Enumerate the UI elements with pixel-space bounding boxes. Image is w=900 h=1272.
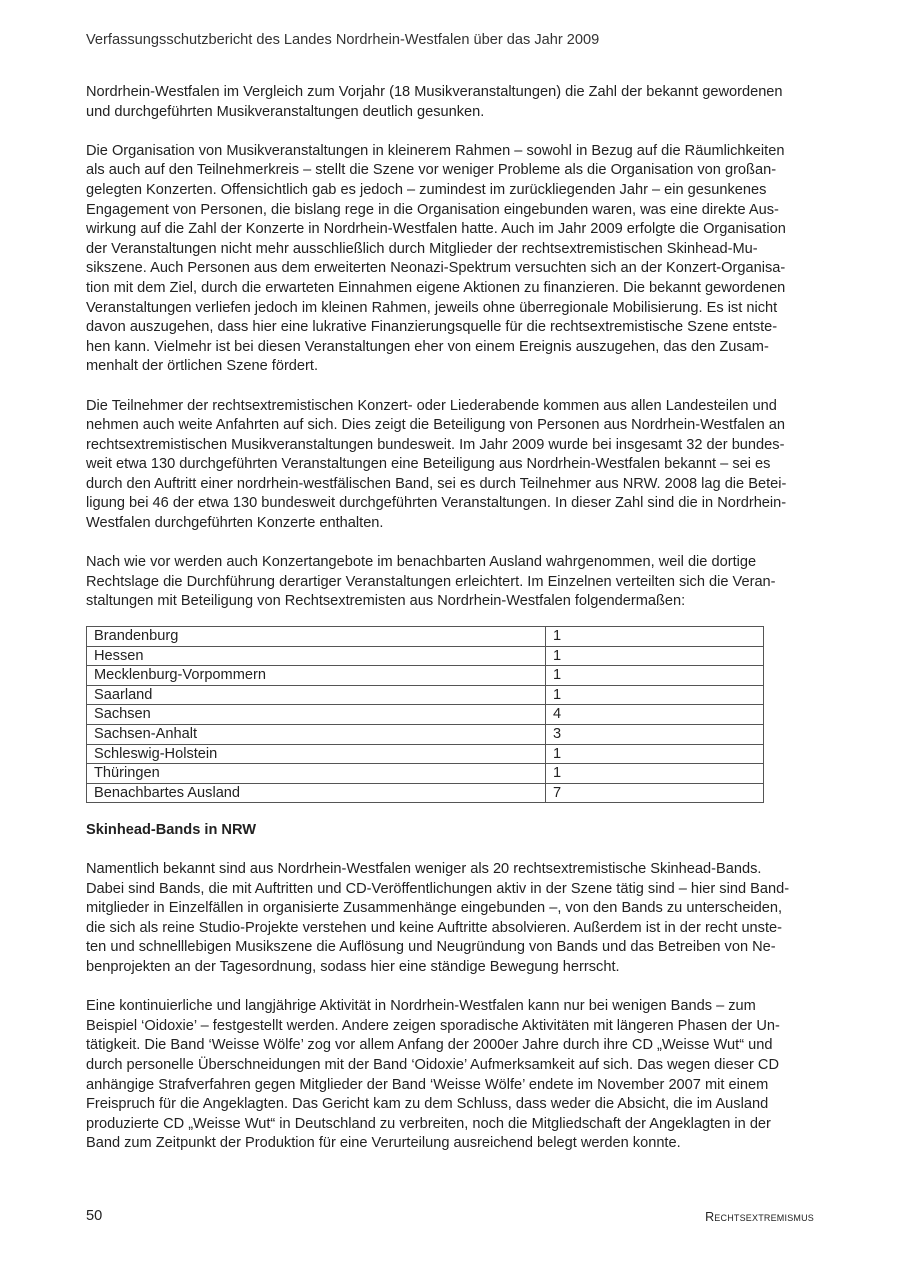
paragraph: Die Organisation von Musikveranstaltungen in kleinerem Rahmen – sowohl in Bezug auf die Räumlichkeiten als auch auf den Teilnehmerkreis – stellt die Szene vor weniger Probleme als die Organisation von großan- gelegten Konzerten. Offensichtlich gab es jedoch – zumindest im zurückliegenden Jahr – ein gesunkenes Engagement von Personen, die bislang rege in die Organisation eingebunden waren, was eine direkte Aus- wirkung auf die Zahl der Konzerte in Nordrhein-Westfalen hatte. Auch im Jahr 2009 erfolgte die Organisation der Veranstaltungen nicht mehr ausschließlich durch Mitglieder der rechtsextremistischen Skinhead-Mu- sikszene. Auch Personen aus dem erweiterten Neonazi-Spektrum versuchten sich an der Konzert-Organisa- tion mit dem Ziel, durch die erwarteten Einnahmen eigene Aktionen zu finanzieren. Die bekannt gewordenen Veranstaltungen verliefen jedoch im kleinen Rahmen, jeweils ohne überregionale Mobilisierung. Es ist nicht davon auszugehen, dass hier eine lukrative Finanzierungsquelle für die rechtsextremistische Szene entste- hen kann. Vielmehr ist bei diesen Veranstaltungen eher von einem Ereignis auszugehen, das den Zusam- menhalt der örtlichen Szene fördert. [86, 142, 786, 375]
count-cell: 1 [546, 646, 764, 666]
count-cell: 7 [546, 783, 764, 803]
table-row [87, 627, 764, 647]
table-row [87, 666, 764, 686]
count-cell: 4 [546, 705, 764, 725]
state-cell: Hessen [87, 646, 546, 666]
paragraph: Namentlich bekannt sind aus Nordrhein-Westfalen weniger als 20 rechtsextremistische Skinhead-Bands. Dabei sind Bands, die mit Auftritten und CD-Veröffentlichungen aktiv in der Szene tätig sind – hier sind Band- mitglieder in Einzelfällen in organisierte Zusammenhänge eingebunden –, von den Bands zu unterscheiden, die sich als reine Studio-Projekte verstehen und keine Auftritte absolvieren. Außerdem ist in der recht unste- ten und schnelllebigen Musikszene die Auflösung und Neugründung von Bands und das Betreiben von Ne- benprojekten an der Tagesordnung, sodass hier eine ständige Bewegung herrscht. [86, 860, 790, 975]
paragraph: Nach wie vor werden auch Konzertangebote im benachbarten Ausland wahrgenommen, weil die dortige Rechtslage die Durchführung derartiger Veranstaltungen erleichtert. Im Einzelnen verteilten sich die Veran- staltungen mit Beteiligung von Rechtsextremisten aus Nordrhein-Westfalen folgendermaßen: [86, 554, 776, 610]
state-cell: Saarland [87, 685, 546, 705]
document-body [86, 83, 814, 1173]
count-cell: 1 [546, 764, 764, 784]
count-cell: 1 [546, 627, 764, 647]
table-row [87, 744, 764, 764]
state-cell: Sachsen-Anhalt [87, 725, 546, 745]
count-cell: 1 [546, 666, 764, 686]
page-number: 50 [86, 1208, 103, 1224]
table-row [87, 764, 764, 784]
state-cell: Sachsen [87, 705, 546, 725]
paragraph: Nordrhein-Westfalen im Vergleich zum Vorjahr (18 Musikveranstaltungen) die Zahl der bekannt gewordenen und durchgeführten Musikveranstaltungen deutlich gesunken. [86, 84, 783, 120]
count-cell: 1 [546, 744, 764, 764]
table-row [87, 725, 764, 745]
state-cell: Thüringen [87, 764, 546, 784]
table-row [87, 646, 764, 666]
state-cell: Schleswig-Holstein [87, 744, 546, 764]
paragraph: Eine kontinuierliche und langjährige Aktivität in Nordrhein-Westfalen kann nur bei wenigen Bands – zum Beispiel ‘Oidoxie’ – festgestellt werden. Andere zeigen sporadische Aktivitäten mit längeren Phasen der Un- tätigkeit. Die Band ‘Weisse Wölfe’ zog vor allem Anfang der 2000er Jahre durch ihre CD „Weisse Wut“ und durch personelle Überschneidungen mit der Band ‘Oidoxie’ Aufmerksamkeit auf sich. Das wegen dieser CD anhängige Strafverfahren gegen Mitglieder der Band ‘Weisse Wölfe’ endete im November 2007 mit einem Freispruch für die Angeklagten. Das Gericht kam zu dem Schluss, dass weder die Absicht, die im Ausland produzierte CD „Weisse Wut“ in Deutschland zu verbreiten, noch die Mitgliedschaft der Angeklagten in der Band zum Zeitpunkt der Produktion für eine Verurteilung ausreichend belegt werden konnte. [86, 998, 780, 1152]
table-row [87, 685, 764, 705]
paragraph: Die Teilnehmer der rechtsextremistischen Konzert- oder Liederabende kommen aus allen Landesteilen und nehmen auch weite Anfahrten auf sich. Dies zeigt die Beteiligung von Personen aus Nordrhein-Westfalen an rechtsextremistischen Musikveranstaltungen bundesweit. Im Jahr 2009 wurde bei insgesamt 32 der bundes- weit etwa 130 durchgeführten Veranstaltungen eine Beteiligung aus Nordrhein-Westfalen bekannt – sei es durch den Auftritt einer nordrhein-westfälischen Band, sei es durch Teilnehmer aus NRW. 2008 lag die Betei- ligung bei 46 der etwa 130 bundesweit durchgeführten Veranstaltungen. In dieser Zahl sind die in Nordrhein- Westfalen durchgeführten Konzerte enthalten. [86, 397, 787, 532]
footer-section-title: Rechtsextremismus [705, 1210, 814, 1224]
state-cell: Brandenburg [87, 627, 546, 647]
section-heading: Skinhead-Bands in NRW [86, 822, 257, 839]
events-by-state-table [86, 626, 764, 803]
count-cell: 3 [546, 725, 764, 745]
running-header: Verfassungsschutzbericht des Landes Nordrhein-Westfalen über das Jahr 2009 [86, 32, 600, 48]
state-cell: Benachbartes Ausland [87, 783, 546, 803]
count-cell: 1 [546, 685, 764, 705]
state-cell: Mecklenburg-Vorpommern [87, 666, 546, 686]
table-row [87, 705, 764, 725]
table-row [87, 783, 764, 803]
